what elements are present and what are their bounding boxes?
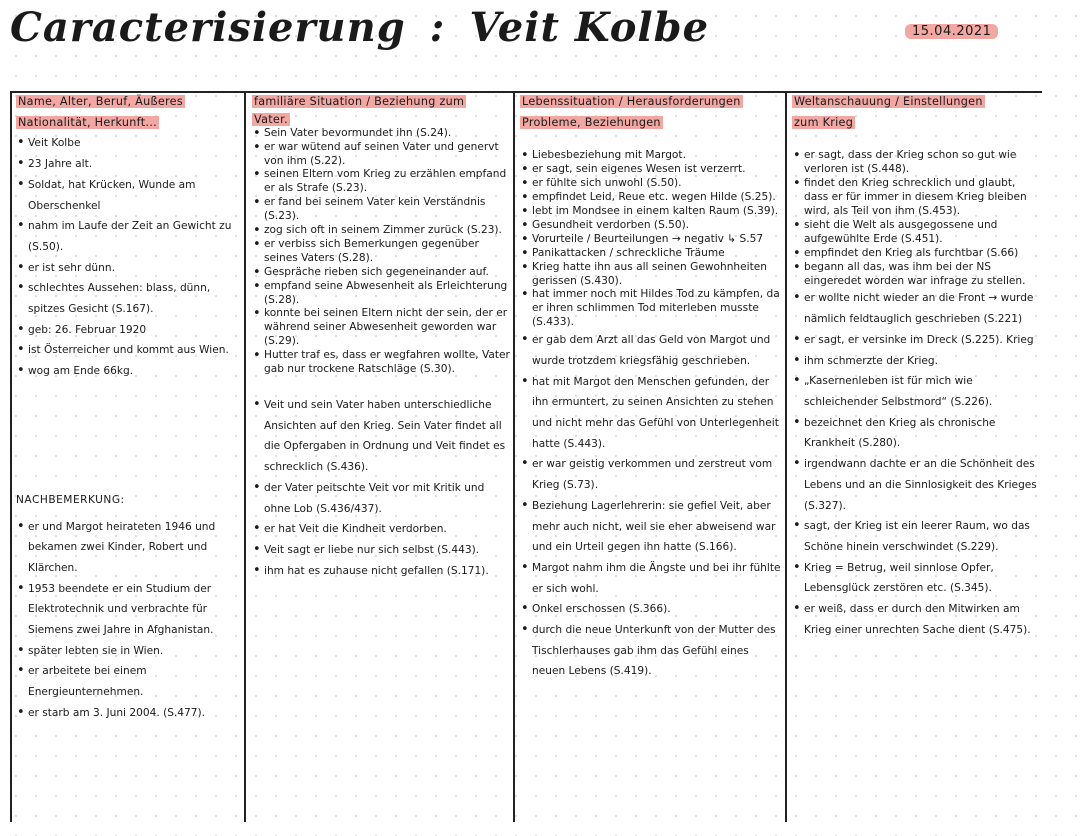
list-item: • er fühlte sich unwohl (S.50).	[520, 177, 782, 191]
list-item: • Liebesbeziehung mit Margot.	[520, 149, 782, 163]
note-item: • 1953 beendete er ein Studium der Elektrotechnik und verbrachte für Siemens zwei Jahre in Afghanistan.	[16, 579, 237, 641]
column-life-situation	[514, 92, 786, 820]
date-badge: 15.04.2021	[905, 24, 998, 39]
list-item: • „Kasernenleben ist für mich wie schleichender Selbstmord“ (S.226).	[792, 371, 1038, 412]
list-item: • er sagt, dass der Krieg schon so gut wie verloren ist (S.448).	[792, 149, 1038, 177]
list-item: • er verbiss sich Bemerkungen gegenüber seines Vaters (S.28).	[252, 238, 510, 266]
list-item: • ihm hat es zuhause nicht gefallen (S.171).	[252, 561, 510, 582]
list-item: • irgendwann dachte er an die Schönheit des Lebens und an die Sinnlosigkeit des Krieges (S.327).	[792, 454, 1038, 516]
list-item: • Krieg = Betrug, weil sinnlose Opfer, Lebensglück zerstören etc. (S.345).	[792, 558, 1038, 599]
list-item: • er sagt, er versinke im Dreck (S.225). Krieg	[792, 330, 1038, 351]
list-item: • er wollte nicht wieder an die Front → wurde nämlich feldtauglich geschrieben (S.221)	[792, 288, 1038, 329]
title-separator: :	[429, 4, 446, 51]
list-item: • nahm im Laufe der Zeit an Gewicht zu (S.50).	[16, 216, 237, 257]
list-item: • Vorurteile / Beurteilungen → negativ ↳ S.57	[520, 233, 782, 247]
list-item: • er sagt, sein eigenes Wesen ist verzerrt.	[520, 163, 782, 177]
title-subject: Veit Kolbe	[469, 4, 710, 51]
column-heading: Name, Alter, Beruf, Äußeres	[18, 95, 183, 108]
list-item: • seinen Eltern vom Krieg zu erzählen empfand er als Strafe (S.23).	[252, 168, 510, 196]
list-item: • hat mit Margot den Menschen gefunden, der ihn ermuntert, zu seinen Ansichten zu stehen und nicht mehr das Gefühl von Unterlegenheit hatte (S.443).	[520, 372, 782, 455]
list-item: • Gespräche rieben sich gegeneinander auf.	[252, 266, 510, 280]
list-item: • er ist sehr dünn.	[16, 258, 237, 279]
column-heading: familiäre Situation / Beziehung zum	[254, 95, 465, 108]
list-item: • der Vater peitschte Veit vor mit Kritik und ohne Lob (S.436/437).	[252, 478, 510, 519]
list-item: • Veit sagt er liebe nur sich selbst (S.443).	[252, 540, 510, 561]
list-item: • er war geistig verkommen und zerstreut vom Krieg (S.73).	[520, 454, 782, 495]
title-word: Caracterisierung	[10, 4, 406, 51]
note-item: • später lebten sie in Wien.	[16, 641, 237, 662]
list-item: • hat immer noch mit Hildes Tod zu kämpfen, da er ihren schlimmen Tod miterleben musste (S.433).	[520, 288, 782, 330]
list-item: • sagt, der Krieg ist ein leerer Raum, wo das Schöne hinein verschwindet (S.229).	[792, 516, 1038, 557]
list-item: • Onkel erschossen (S.366).	[520, 599, 782, 620]
list-item: • konnte bei seinen Eltern nicht der sein, der er während seiner Abwesenheit geworden war (S.29).	[252, 307, 510, 349]
list-item: • Beziehung Lagerlehrerin: sie gefiel Veit, aber mehr auch nicht, weil sie eher abweisend war und ein Urteil gegen ihn hatte (S.166).	[520, 496, 782, 558]
list-item: • schlechtes Aussehen: blass, dünn, spitzes Gesicht (S.167).	[16, 278, 237, 319]
list-item: • empfindet den Krieg als furchtbar (S.66)	[792, 247, 1038, 261]
list-item: • begann all das, was ihm bei der NS eingeredet worden war infrage zu stellen.	[792, 261, 1038, 289]
column-personal-data	[10, 92, 241, 820]
list-item: • er war wütend auf seinen Vater und genervt von ihm (S.22).	[252, 141, 510, 169]
column-worldview	[786, 92, 1042, 820]
list-item: • bezeichnet den Krieg als chronische Krankheit (S.280).	[792, 413, 1038, 454]
page-title	[10, 4, 709, 51]
list-item: • Margot nahm ihm die Ängste und bei ihr fühlte er sich wohl.	[520, 558, 782, 599]
list-item: • wog am Ende 66kg.	[16, 361, 237, 382]
list-item: • Gesundheit verdorben (S.50).	[520, 219, 782, 233]
note-title: NACHBEMERKUNG:	[16, 493, 125, 506]
column-heading: Vater.	[254, 112, 288, 126]
list-item: • er hat Veit die Kindheit verdorben.	[252, 519, 510, 540]
list-item: • Krieg hatte ihn aus all seinen Gewohnheiten gerissen (S.430).	[520, 261, 782, 289]
list-item: • er weiß, dass er durch den Mitwirken am Krieg einer unrechten Sache dient (S.475).	[792, 599, 1038, 640]
column-heading: Probleme, Beziehungen	[522, 115, 661, 129]
list-item: • Sein Vater bevormundet ihn (S.24).	[252, 127, 510, 141]
list-item: • findet den Krieg schrecklich und glaubt, dass er für immer in diesem Krieg bleiben wird, als Teil von ihm (S.453).	[792, 177, 1038, 219]
list-item: • Panikattacken / schreckliche Träume	[520, 247, 782, 261]
list-item: • Soldat, hat Krücken, Wunde am Oberschenkel	[16, 175, 237, 216]
list-item: • Hutter traf es, dass er wegfahren wollte, Vater gab nur trockene Ratschläge (S.30).	[252, 349, 510, 377]
list-item: • 23 Jahre alt.	[16, 154, 237, 175]
list-item: • empfand seine Abwesenheit als Erleichterung (S.28).	[252, 280, 510, 308]
list-item: • Veit Kolbe	[16, 133, 237, 154]
column-heading: Weltanschauung / Einstellungen	[794, 95, 983, 108]
column-heading: zum Krieg	[794, 115, 854, 129]
note-item: • er arbeitete bei einem Energieunternehmen.	[16, 661, 237, 702]
list-item: • durch die neue Unterkunft von der Mutter des Tischlerhauses gab ihm das Gefühl eines neuen Lebens (S.419).	[520, 620, 782, 682]
list-item: • ihm schmerzte der Krieg.	[792, 351, 1038, 372]
column-family	[246, 92, 514, 820]
list-item: • lebt im Mondsee in einem kalten Raum (S.39).	[520, 205, 782, 219]
column-heading: Lebenssituation / Herausforderungen	[522, 95, 741, 108]
list-item: • empfindet Leid, Reue etc. wegen Hilde (S.25).	[520, 191, 782, 205]
list-item: • zog sich oft in seinem Zimmer zurück (S.23).	[252, 224, 510, 238]
note-item: • er und Margot heirateten 1946 und bekamen zwei Kinder, Robert und Klärchen.	[16, 517, 237, 579]
list-item: • er fand bei seinem Vater kein Verständnis (S.23).	[252, 196, 510, 224]
note-item: • er starb am 3. Juni 2004. (S.477).	[16, 703, 237, 724]
list-item: • geb: 26. Februar 1920	[16, 320, 237, 341]
list-item: • er gab dem Arzt all das Geld von Margot und wurde trotzdem kriegsfähig geschrieben.	[520, 330, 782, 371]
list-item: • Veit und sein Vater haben unterschiedliche Ansichten auf den Krieg. Sein Vater findet all die Opfergaben in Ordnung und Veit findet es schrecklich (S.436).	[252, 395, 510, 478]
list-item: • ist Österreicher und kommt aus Wien.	[16, 340, 237, 361]
list-item: • sieht die Welt als ausgegossene und aufgewühlte Erde (S.451).	[792, 219, 1038, 247]
column-heading: Nationalität, Herkunft...	[18, 115, 157, 129]
